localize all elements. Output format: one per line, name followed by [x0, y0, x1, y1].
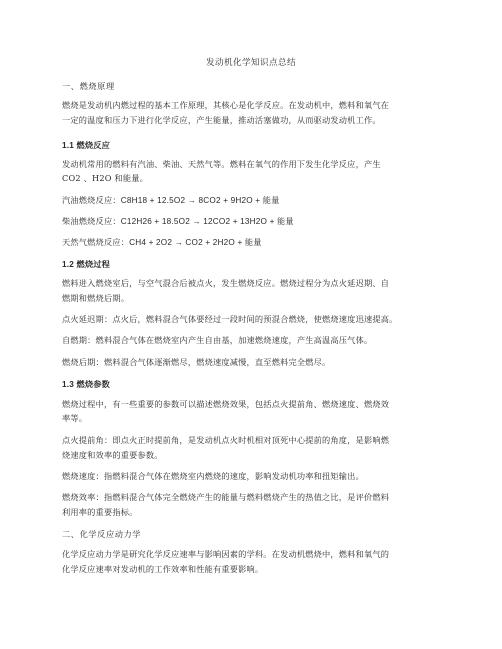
paragraph-line: 烧速度和效率的重要参数。 [62, 450, 163, 460]
paragraph-line: 燃料进入燃烧室后，与空气混合后被点火，发生燃烧反应。燃烧过程分为点火延迟期、自 [62, 278, 390, 288]
paragraph-line: 一定的温度和压力下进行化学反应，产生能量，推动活塞做功，从而驱动发动机工作。 [62, 115, 381, 125]
paragraph-line: 燃烧后期：燃料混合气体逐渐燃尽，燃烧速度减慢，直至燃料完全燃尽。 [62, 357, 331, 367]
equation-formula: CH4 + 2O2 → CO2 + 2H2O + 能量 [129, 238, 262, 247]
equation-natural-gas [62, 235, 444, 250]
paragraph-line: 燃期和燃烧后期。 [62, 293, 130, 303]
paragraph-line: CO2 、H2O 和能量。 [62, 173, 148, 183]
paragraph-line: 率等。 [62, 413, 88, 423]
subsection-heading-combustion-process: 1.2 燃烧过程 [62, 260, 111, 269]
paragraph-line: 发动机常用的燃料有汽油、柴油、天然气等。燃料在氧气的作用下发生化学反应，产生 [62, 159, 381, 169]
paragraph-line: 点火延迟期：点火后，燃料混合气体要经过一段时间的预混合燃烧，使燃烧速度迅速提高。 [62, 314, 398, 324]
paragraph-line: 燃烧效率：指燃料混合气体完全燃烧产生的能量与燃料燃烧产生的热值之比，是评价燃料 [62, 492, 390, 502]
paragraph-line: 利用率的重要指标。 [62, 507, 138, 517]
paragraph-line: 化学反应速率对发动机的工作效率和性能有重要影响。 [62, 564, 264, 574]
section-heading-reaction-kinetics: 二、化学反应动力学 [62, 529, 142, 539]
section-heading-combustion-principle: 一、燃烧原理 [62, 81, 115, 91]
equation-formula: C12H26 + 18.5O2 → 12CO2 + 13H2O + 能量 [120, 217, 294, 226]
paragraph-line: 燃烧是发动机内燃过程的基本工作原理，其核心是化学反应。在发动机中，燃料和氧气在 [62, 100, 390, 110]
document-title: 发动机化学知识点总结 [206, 58, 296, 68]
equation-label: 汽油燃烧反应： [62, 195, 121, 205]
paragraph-line: 化学反应动力学是研究化学反应速率与影响因素的学科。在发动机燃烧中，燃料和氧气的 [62, 549, 390, 559]
paragraph-line: 点火提前角：即点火正时提前角，是发动机点火时机相对顶死中心提前的角度，是影响燃 [62, 435, 390, 445]
paragraph-line: 燃烧过程中，有一些重要的参数可以描述燃烧效果，包括点火提前角、燃烧速度、燃烧效 [62, 399, 390, 409]
equation-label: 天然气燃烧反应： [62, 237, 130, 247]
equation-gasoline [62, 193, 444, 208]
equation-diesel [62, 214, 444, 229]
equation-label: 柴油燃烧反应： [62, 216, 121, 226]
subsection-heading-combustion-parameters: 1.3 燃烧参数 [62, 380, 111, 389]
equation-formula: C8H18 + 12.5O2 → 8CO2 + 9H2O + 能量 [120, 196, 280, 205]
paragraph-line: 燃烧速度：指燃料混合气体在燃烧室内燃烧的速度，影响发动机功率和扭矩输出。 [62, 471, 364, 481]
paragraph-line: 自燃期：燃料混合气体在燃烧室内产生自由基，加速燃烧速度，产生高温高压气体。 [62, 335, 373, 345]
subsection-heading-combustion-reaction: 1.1 燃烧反应 [62, 141, 111, 150]
